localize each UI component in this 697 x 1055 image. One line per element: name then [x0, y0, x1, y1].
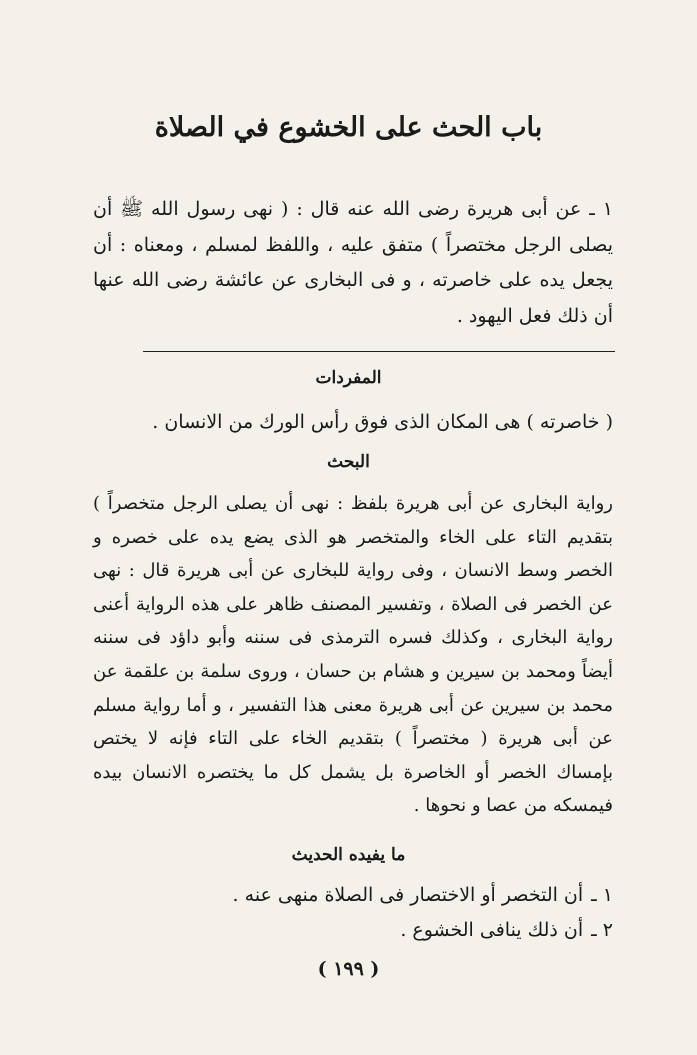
bahth-text: رواية البخارى عن أبى هريرة بلفظ : نهى أن يصلى الرجل متخصراً ) بتقديم التاء على الخاء والمتخصر هو الذى يضع يده على خصره و الخصر وسط الانسان ، وفى رواية للبخارى عن أبى هريرة قال : نهى عن الخصر فى الصلاة ، وتفسير المصنف ظاهر على هذه الرواية أعنى رواية البخارى ، وكذلك فسره الترمذى فى سننه وأبو داؤد فى سننه أيضاً ومحمد بن سيرين و هشام بن حسان ، وروى سلمة بن علقمة عن محمد بن سيرين عن أبى هريرة معنى هذا التفسير ، و أما رواية مسلم عن أبى هريرة ( مختصراً ) بتقديم الخاء على التاء فإنه لا يختص بإمساك الخصر أو الخاصرة بل يشمل كل ما يختصره الانسان بيده فيمسكه من عصا و نحوها .	[93, 493, 613, 817]
list-item-number: ١ ـ	[591, 884, 613, 906]
yufid-heading: ما يفيده الحديث	[291, 845, 406, 865]
mufradat-heading: المفردات	[315, 368, 382, 388]
list-item	[93, 913, 613, 948]
list-item-text: أن التخصر أو الاختصار فى الصلاة منهى عنه .	[232, 884, 584, 906]
list-item-text: أن ذلك ينافى الخشوع .	[400, 919, 584, 941]
mufradat-text: ( خاصرته ) هى المكان الذى فوق رأس الورك من الانسان .	[152, 411, 613, 433]
chapter-title: باب الحث على الخشوع في الصلاة	[154, 112, 543, 143]
bahth-heading: البحث	[327, 452, 370, 472]
list-item-number: ٢ ـ	[591, 919, 613, 941]
page-number: ( ١٩٩ )	[317, 958, 380, 980]
benefits-list	[93, 878, 613, 948]
hadith-text: ١ ـ عن أبى هريرة رضى الله عنه قال : ( نهى رسول الله ﷺ أن يصلى الرجل مختصراً ) متفق عليه ، واللفظ لمسلم ، ومعناه : أن يجعل يده على خاصرته ، و فى البخارى عن عائشة رضى الله عنها أن ذلك فعل اليهود .	[93, 198, 613, 327]
section-divider	[143, 351, 615, 352]
list-item	[93, 878, 613, 913]
